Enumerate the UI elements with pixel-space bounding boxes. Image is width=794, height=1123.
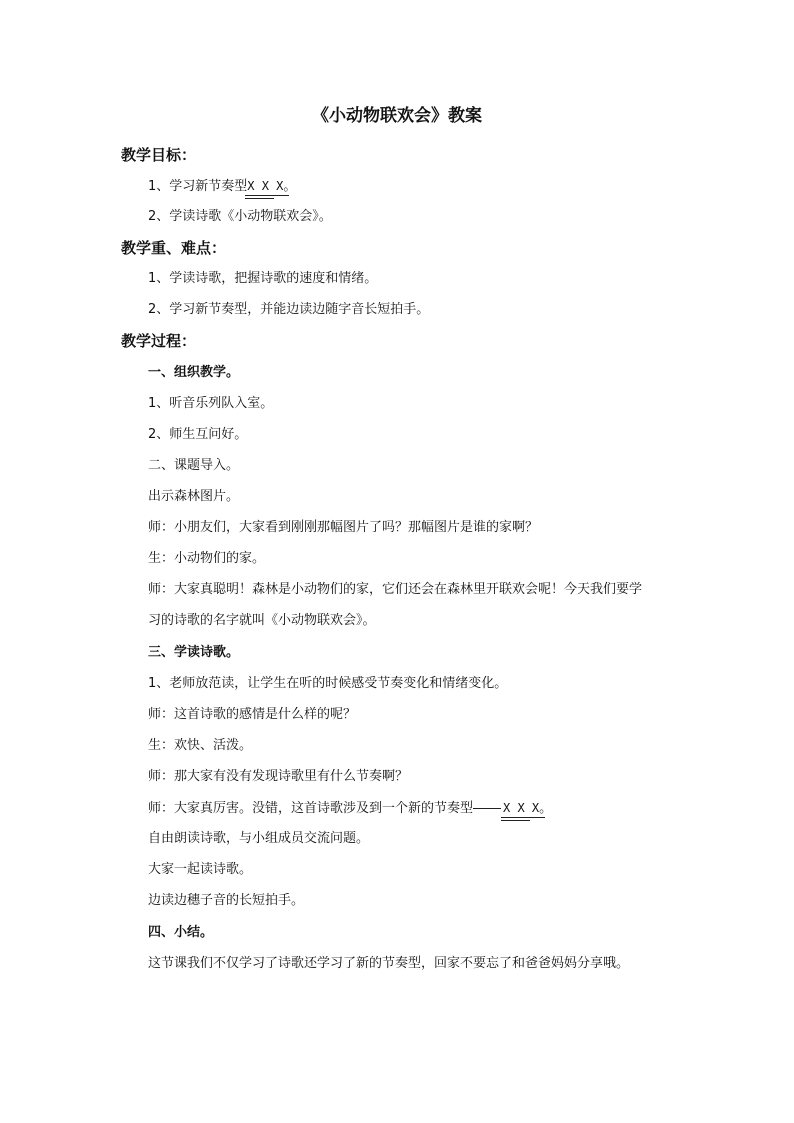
rhythm-underline [245,195,289,196]
step-4-heading: 四、小结。 [148,925,214,940]
step-2-item-c: 生：小动物们的家。 [148,551,266,566]
step-1-item-a: 1、听音乐列队入室。 [148,396,274,411]
step-3-item-c: 生：欢快、活泼。 [148,738,253,753]
step-3-item-g: 大家一起读诗歌。 [148,862,253,877]
key-point-2: 2、学习新节奏型，并能边读边随字音长短拍手。 [148,302,430,317]
goal-item-2: 2、学读诗歌《小动物联欢会》。 [148,209,332,224]
step-2-item-d-line-1: 师：大家真聪明！森林是小动物们的家，它们还会在森林里开联欢会呢！今天我们要学 [148,582,643,597]
step-2-item-d-line-2: 习的诗歌的名字就叫《小动物联欢会》。 [148,613,376,628]
document-title: 《小动物联欢会》教案 [312,106,482,126]
step-3-item-h: 边读边穗子音的长短拍手。 [148,893,305,908]
key-point-1: 1、学读诗歌，把握诗歌的速度和情绪。 [148,271,378,286]
step-3-item-e [148,798,552,819]
heading-key-points: 教学重、难点： [121,239,227,257]
step-3-item-e-text: 师：大家真厉害。没错，这首诗歌涉及到一个新的节奏型 [148,801,474,816]
step-3-item-a: 1、老师放范读，让学生在听的时候感受节奏变化和情绪变化。 [148,676,508,691]
step-3-item-d: 师：那大家有没有发现诗歌里有什么节奏啊？ [148,769,409,784]
goal-item-1-text: 1、学习新节奏型 [148,179,248,194]
rhythm-notation [247,176,283,196]
step-2-item-b: 师：小朋友们，大家看到刚刚那幅图片了吗？那幅图片是谁的家啊？ [148,520,539,535]
step-2-heading: 二、课题导入。 [148,458,240,473]
rhythm-underline [501,817,545,818]
goal-item-1-suffix: 。 [283,179,297,194]
rhythm-notation-text: X X X [503,801,540,815]
dash-line [473,808,501,809]
heading-teaching-process: 教学过程： [121,332,197,350]
step-2-item-a: 出示森林图片。 [148,489,240,504]
step-1-heading: 一、组织教学。 [148,365,240,380]
step-3-item-f: 自由朗读诗歌，与小组成员交流问题。 [148,831,370,846]
rhythm-notation [503,798,539,818]
step-3-heading: 三、学读诗歌。 [148,645,240,660]
rhythm-notation-text: X X X [247,179,284,193]
step-1-item-b: 2、师生互问好。 [148,427,248,442]
rhythm-double-underline [501,820,530,821]
rhythm-double-underline [245,198,274,199]
step-3-item-b: 师：这首诗歌的感情是什么样的呢？ [148,707,357,722]
goal-item-1 [148,176,296,197]
step-3-item-e-suffix: 。 [539,801,553,816]
heading-teaching-goals: 教学目标： [121,146,197,164]
step-4-item-a: 这节课我们不仅学习了诗歌还学习了新的节奏型，回家不要忘了和爸爸妈妈分享哦。 [148,956,630,971]
